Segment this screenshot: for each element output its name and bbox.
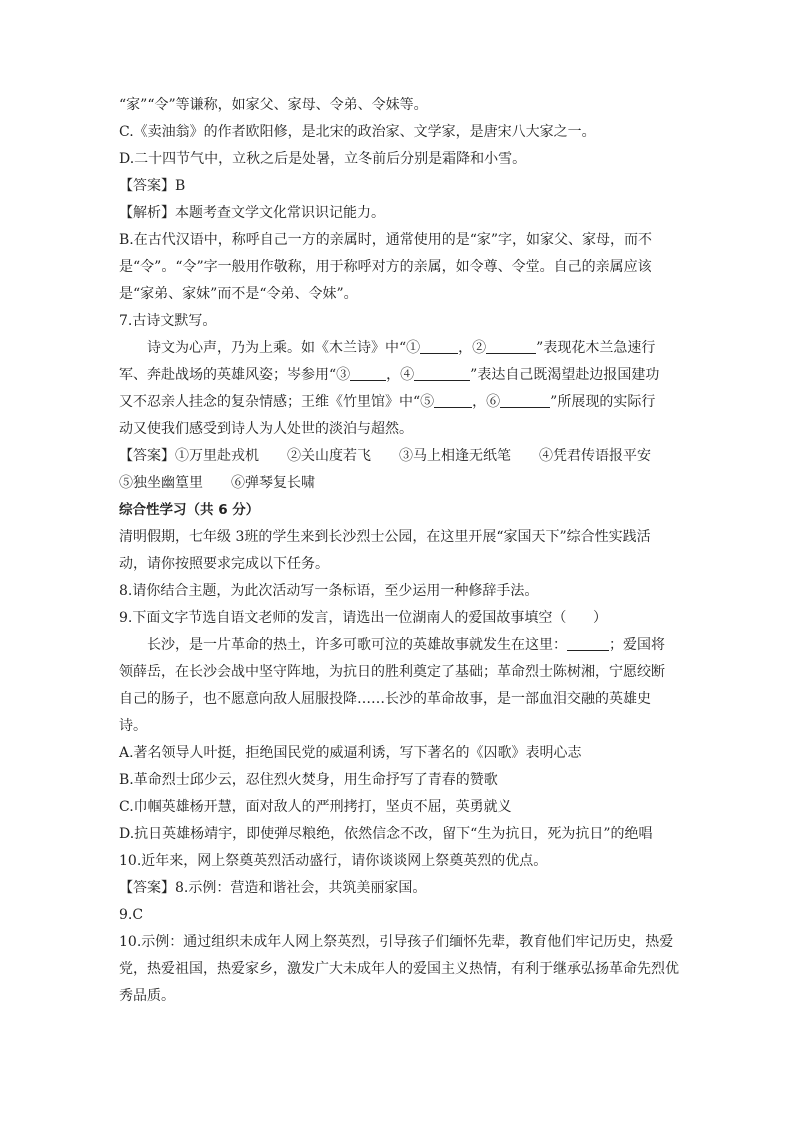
option-a: A.著名领导人叶挺，拒绝国民党的威逼利诱，写下著名的《囚歌》表明心志 — [119, 745, 582, 761]
option-c: C.巾帼英雄杨开慧，面对敌人的严刑拷打，坚贞不屈，英勇就义 — [119, 799, 512, 815]
blank-2 — [486, 339, 536, 354]
question-8: 8.请你结合主题，为此次活动写一条标语，至少运用一种修辞手法。 — [119, 583, 539, 599]
text-line: B.在古代汉语中，称呼自己一方的亲属时，通常使用的是“家”字，如家父、家母，而不 — [119, 232, 653, 248]
option-d-line: D.二十四节气中，立秋之后是处暑，立冬前后分别是霜降和小雪。 — [119, 151, 527, 167]
answer-10-cont: 秀品质。 — [119, 988, 175, 1004]
blank-5 — [434, 393, 472, 408]
option-d: D.抗日英雄杨靖宇，即使弹尽粮绝，依然信念不改，留下“生为抗日，死为抗日”的绝唱 — [119, 826, 653, 842]
blank-4 — [414, 366, 470, 381]
passage-blank — [567, 636, 609, 651]
passage-line-3: 自己的肠子，也不愿意向敌人屈服投降……长沙的革命故事，是一部血泪交融的英雄史 — [119, 691, 651, 707]
answer-item: ⑤独坐幽篁里 — [119, 475, 203, 491]
poem-line-3: 又不忍亲人挂念的复杂情感；王维《竹里馆》中“⑤ ，⑥ ”所展现的实际行 — [119, 394, 656, 410]
option-c-line: C.《卖油翁》的作者欧阳修，是北宋的政治家、文学家，是唐宋八大家之一。 — [119, 124, 596, 140]
answer-10: 10.示例：通过组织未成年人网上祭英烈，引导孩子们缅怀先辈，教育他们牢记历史，热爱 — [119, 934, 674, 950]
intro-line: 清明假期，七年级 3班的学生来到长沙烈士公园，在这里开展“家国天下”综合性实践活 — [119, 529, 651, 545]
question-7-title: 7.古诗文默写。 — [119, 313, 217, 329]
passage-line-2: 领薛岳，在长沙会战中坚守阵地，为抗日的胜利奠定了基础；革命烈士陈树湘，宁愿绞断 — [119, 664, 665, 680]
text-line: 是“家弟、家妹”而不是“令弟、令妹”。 — [119, 286, 358, 302]
passage-line-1: 长沙，是一片革命的热土，许多可歌可泣的英雄故事就发生在这里： ；爱国将 — [147, 637, 665, 653]
answer-item: ②关山度若飞 — [287, 448, 371, 464]
blank-1 — [420, 339, 458, 354]
document-page — [119, 92, 679, 1010]
answer-9: 9.C — [119, 907, 144, 923]
option-b: B.革命烈士邱少云，忍住烈火焚身，用生命抒写了青春的赞歌 — [119, 772, 498, 788]
section-title: 综合性学习（共 6 分） — [119, 502, 260, 518]
intro-line: 动，请你按照要求完成以下任务。 — [119, 556, 329, 572]
poem-line-1: 诗文为心声，乃为上乘。如《木兰诗》中“① ，② ”表现花木兰急速行 — [147, 340, 656, 356]
answer-item: ⑥弹琴复长啸 — [231, 475, 315, 491]
question-10: 10.近年来，网上祭奠英烈活动盛行，请你谈谈网上祭奠英烈的优点。 — [119, 853, 548, 869]
answer-8: 【答案】8.示例：营造和谐社会，共筑美丽家国。 — [119, 880, 427, 896]
answer-line: 【答案】B — [119, 178, 186, 194]
question-9: 9.下面文字节选自语文老师的发言，请选出一位湖南人的爱国故事填空（ ） — [119, 610, 608, 626]
answer-7-cont — [119, 470, 679, 497]
answer-item: ③马上相逢无纸笔 — [399, 448, 511, 464]
answer-item: ④凭君传语报平安 — [539, 448, 651, 464]
passage-line-4: 诗。 — [119, 718, 147, 734]
text-line: 是“令”。“令”字一般用作敬称，用于称呼对方的亲属，如令尊、令堂。自己的亲属应该 — [119, 259, 652, 275]
answer-10-cont: 党，热爱祖国，热爱家乡，激发广大未成年人的爱国主义热情，有利于继承弘扬革命先烈优 — [119, 961, 679, 977]
answer-item: ①万里赴戎机 — [175, 448, 259, 464]
blank-3 — [350, 366, 386, 381]
answer-7: 【答案】①万里赴戎机 ②关山度若飞 ③马上相逢无纸笔 ④凭君传语报平安 — [119, 443, 679, 470]
poem-line-4: 动又使我们感受到诗人为人处世的淡泊与超然。 — [119, 421, 413, 437]
analysis-line: 【解析】本题考查文学文化常识识记能力。 — [119, 205, 385, 221]
text-line: “家”“令”等谦称，如家父、家母、令弟、令妹等。 — [119, 97, 428, 113]
poem-line-2: 军、奔赴战场的英雄风姿；岑参用“③ ，④ ”表达自己既渴望赴边报国建功 — [119, 367, 660, 383]
blank-6 — [500, 393, 550, 408]
